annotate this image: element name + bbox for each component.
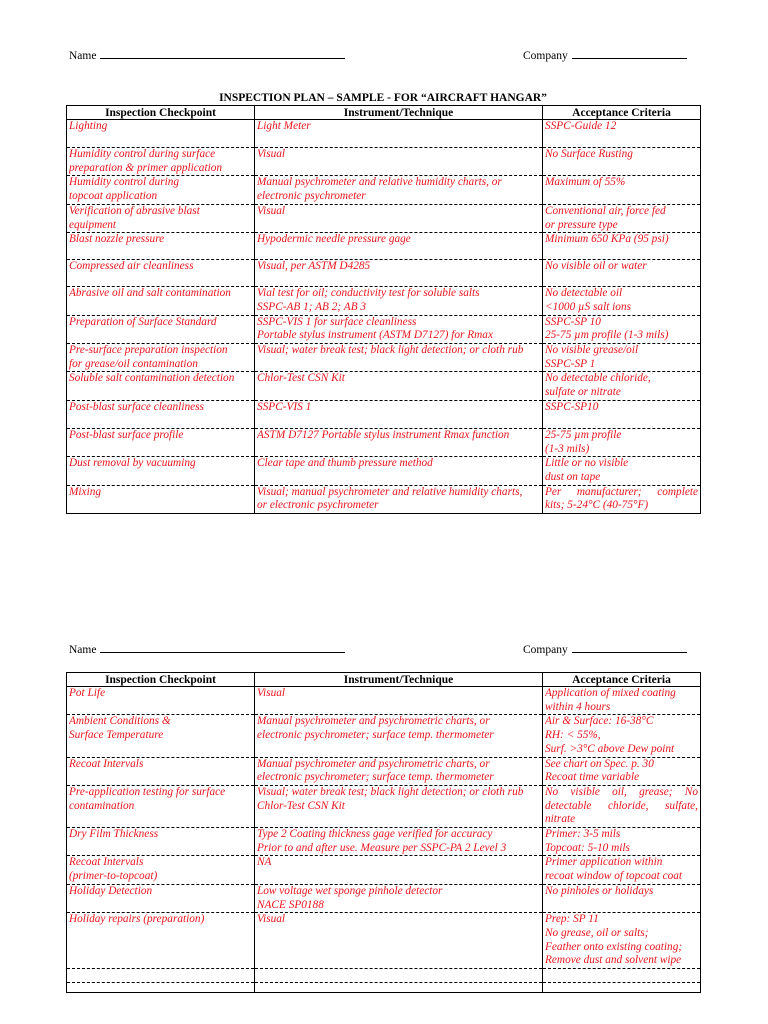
cell-text-line: Visual; manual psychrometer and relative humidity charts, — [257, 485, 523, 498]
cell-text-line: Manual psychrometer and psychrometric charts, or — [257, 715, 490, 728]
cell-criteria — [543, 372, 701, 400]
cell-checkpoint — [67, 457, 255, 485]
table-row — [67, 913, 701, 969]
cell-text-line: recoat window of topcoat coat — [545, 870, 683, 883]
table-row — [67, 400, 701, 428]
cell-text-line: Blast nozzle pressure — [69, 233, 165, 246]
cell-text-line: preparation & primer application — [69, 161, 223, 174]
cell-instrument — [255, 204, 543, 232]
cell-text-line: No visible oil, grease; No — [545, 785, 698, 798]
cell-checkpoint — [67, 715, 255, 757]
cell-text-line: Pre-surface preparation inspection — [69, 344, 228, 357]
cell-text-line: Dry Film Thickness — [69, 828, 159, 841]
company-label: Company — [523, 50, 568, 62]
cell-text-line: Vial test for oil; conductivity test for soluble salts — [257, 287, 480, 300]
cell-checkpoint — [67, 120, 255, 148]
table-row — [67, 715, 701, 757]
cell-text-line: Hypodermic needle pressure gage — [257, 233, 411, 246]
cell-text-line: See chart on Spec. p. 30 — [545, 757, 654, 770]
cell-text-line: NA — [257, 856, 272, 869]
cell-criteria — [543, 204, 701, 232]
cell-criteria — [543, 176, 701, 204]
cell-instrument — [255, 120, 543, 148]
cell-checkpoint — [67, 372, 255, 400]
cell-text-line: Visual; water break test; black light detection; or cloth rub — [257, 344, 524, 357]
cell-criteria — [543, 785, 701, 827]
cell-text-line: Humidity control during — [69, 176, 180, 189]
cell-text-line: Portable stylus instrument (ASTM D7127) for Rmax — [257, 329, 493, 342]
name-line — [69, 48, 345, 63]
cell-instrument — [255, 983, 543, 993]
cell-text-line: (primer-to-topcoat) — [69, 870, 158, 883]
cell-text-line: Visual — [257, 913, 286, 926]
document-title: INSPECTION PLAN – SAMPLE - FOR “AIRCRAFT HANGAR” — [219, 92, 547, 104]
cell-text-line: Surf. >3°C above Dew point — [545, 742, 675, 755]
cell-text-line: Dust removal by vacuuming — [69, 457, 196, 470]
cell-text-line: Pot Life — [69, 687, 106, 699]
cell-text-line: Surface Temperature — [69, 729, 164, 742]
table-row — [67, 260, 701, 287]
table-row — [67, 176, 701, 204]
cell-text-line: electronic psychrometer — [257, 190, 366, 203]
name-field-2[interactable] — [100, 642, 345, 653]
cell-text-line: Visual, per ASTM D4285 — [257, 260, 371, 273]
cell-text-line: Chlor-Test CSN Kit — [257, 372, 345, 385]
cell-text-line: Low voltage wet sponge pinhole detector — [257, 884, 443, 897]
company-field[interactable] — [572, 48, 687, 59]
cell-criteria — [543, 687, 701, 715]
cell-text-line: Clear tape and thumb pressure method — [257, 457, 433, 470]
cell-text-line: SSPC-SP10 — [545, 400, 599, 413]
cell-text-line: NACE SP0188 — [257, 898, 324, 911]
cell-instrument — [255, 485, 543, 513]
cell-text-line: nitrate — [545, 813, 576, 826]
cell-criteria — [543, 715, 701, 757]
cell-instrument — [255, 400, 543, 428]
cell-instrument — [255, 344, 543, 372]
cell-checkpoint — [67, 884, 255, 912]
cell-text-line: 25-75 µm profile — [545, 428, 622, 441]
cell-text-line: No visible oil or water — [545, 260, 647, 273]
cell-text-line: Maximum of 55% — [545, 176, 626, 189]
cell-text-line: Compressed air cleanliness — [69, 260, 194, 273]
table-row — [67, 428, 701, 456]
cell-checkpoint — [67, 785, 255, 827]
cell-criteria — [543, 344, 701, 372]
cell-text-line: Preparation of Surface Standard — [69, 315, 217, 328]
header-inspection-checkpoint: Inspection Checkpoint — [67, 106, 255, 120]
company-line-2 — [523, 642, 687, 657]
cell-text-line: within 4 hours — [545, 700, 611, 713]
company-field-2[interactable] — [572, 642, 687, 653]
cell-text-line: Topcoat: 5-10 mils — [545, 841, 630, 854]
cell-text-line: contamination — [69, 799, 135, 812]
name-field[interactable] — [100, 48, 345, 59]
cell-text-line: 25-75 µm profile (1-3 mils) — [545, 329, 669, 342]
cell-text-line: Ambient Conditions & — [69, 715, 171, 728]
cell-text-line: No visible grease/oil — [545, 344, 639, 357]
inspection-plan-table-2 — [66, 672, 701, 993]
table-row — [67, 969, 701, 983]
cell-criteria — [543, 120, 701, 148]
cell-checkpoint — [67, 687, 255, 715]
cell-checkpoint — [67, 828, 255, 856]
cell-checkpoint — [67, 148, 255, 176]
cell-checkpoint — [67, 983, 255, 993]
cell-text-line: Lighting — [69, 120, 108, 132]
cell-criteria — [543, 233, 701, 260]
cell-instrument — [255, 913, 543, 969]
table-row — [67, 485, 701, 513]
table-row — [67, 983, 701, 993]
name-line-2 — [69, 642, 345, 657]
header-instrument-technique: Instrument/Technique — [255, 106, 543, 120]
cell-text-line: Visual — [257, 148, 286, 160]
cell-text-line: Soluble salt contamination detection — [69, 372, 235, 385]
cell-text-line: Primer application within — [545, 856, 663, 869]
cell-checkpoint — [67, 287, 255, 315]
cell-text-line: sulfate or nitrate — [545, 386, 621, 399]
cell-text-line: No pinholes or holidays — [545, 884, 654, 897]
cell-instrument — [255, 785, 543, 827]
cell-checkpoint — [67, 344, 255, 372]
table-row — [67, 757, 701, 785]
cell-text-line: Post-blast surface profile — [69, 428, 184, 441]
cell-checkpoint — [67, 233, 255, 260]
table-row — [67, 233, 701, 260]
cell-checkpoint — [67, 856, 255, 884]
cell-text-line: Recoat time variable — [545, 771, 640, 784]
cell-text-line: Holiday Detection — [69, 884, 153, 897]
cell-text-line: electronic psychrometer; surface temp. thermometer — [257, 729, 494, 742]
cell-instrument — [255, 856, 543, 884]
cell-criteria — [543, 428, 701, 456]
cell-text-line: SSPC-Guide 12 — [545, 120, 617, 132]
table-row — [67, 315, 701, 343]
cell-text-line: No Surface Rusting — [545, 148, 633, 160]
cell-text-line: Verification of abrasive blast — [69, 204, 200, 217]
cell-criteria — [543, 287, 701, 315]
cell-text-line: electronic psychrometer; surface temp. thermometer — [257, 771, 494, 784]
cell-text-line: Holiday repairs (preparation) — [69, 913, 205, 926]
cell-text-line: Pre-application testing for surface — [69, 785, 226, 798]
cell-checkpoint — [67, 969, 255, 983]
cell-criteria — [543, 828, 701, 856]
cell-text-line: Chlor-Test CSN Kit — [257, 799, 345, 812]
cell-text-line: dust on tape — [545, 470, 601, 483]
cell-instrument — [255, 260, 543, 287]
cell-instrument — [255, 884, 543, 912]
header-acceptance-criteria: Acceptance Criteria — [543, 106, 701, 120]
cell-checkpoint — [67, 315, 255, 343]
cell-text-line: Manual psychrometer and relative humidity charts, or — [257, 176, 502, 189]
cell-text-line: Visual; water break test; black light detection; or cloth rub — [257, 785, 524, 798]
table-row — [67, 120, 701, 148]
cell-text-line: Recoat Intervals — [69, 856, 144, 869]
cell-checkpoint — [67, 400, 255, 428]
cell-criteria — [543, 315, 701, 343]
table-row — [67, 148, 701, 176]
cell-text-line: RH: < 55%, — [545, 729, 601, 742]
cell-instrument — [255, 687, 543, 715]
cell-instrument — [255, 969, 543, 983]
cell-checkpoint — [67, 260, 255, 287]
cell-text-line: Humidity control during surface — [69, 148, 216, 160]
cell-text-line: Minimum 650 KPa (95 psi) — [545, 233, 669, 246]
cell-text-line: for grease/oil contamination — [69, 357, 198, 370]
cell-text-line: Mixing — [69, 485, 101, 498]
cell-text-line: Application of mixed coating — [545, 687, 676, 699]
cell-text-line: Feather onto existing coating; — [545, 940, 683, 953]
cell-instrument — [255, 457, 543, 485]
cell-instrument — [255, 233, 543, 260]
cell-criteria — [543, 260, 701, 287]
table-header-row-2 — [67, 673, 701, 687]
cell-text-line: Prior to and after use. Measure per SSPC-PA 2 Level 3 — [257, 841, 507, 854]
header-acceptance-criteria-2: Acceptance Criteria — [543, 673, 701, 687]
cell-text-line: SSPC-VIS 1 — [257, 400, 312, 413]
cell-text-line: ASTM D7127 Portable stylus instrument Rmax function — [257, 428, 510, 441]
cell-text-line: Little or no visible — [545, 457, 629, 470]
table-row — [67, 687, 701, 715]
cell-instrument — [255, 176, 543, 204]
cell-criteria — [543, 148, 701, 176]
cell-text-line: Post-blast surface cleanliness — [69, 400, 204, 413]
table-row — [67, 828, 701, 856]
cell-criteria — [543, 969, 701, 983]
name-label: Name — [69, 50, 97, 62]
cell-text-line: Light Meter — [257, 120, 311, 132]
cell-checkpoint — [67, 485, 255, 513]
cell-text-line: Manual psychrometer and psychrometric charts, or — [257, 757, 490, 770]
cell-text-line: SSPC-SP 10 — [545, 315, 601, 328]
cell-text-line: (1-3 mils) — [545, 442, 590, 455]
table-row — [67, 287, 701, 315]
table-row — [67, 884, 701, 912]
cell-criteria — [543, 884, 701, 912]
cell-criteria — [543, 400, 701, 428]
cell-instrument — [255, 148, 543, 176]
table-header-row — [67, 106, 701, 120]
company-line — [523, 48, 687, 63]
cell-instrument — [255, 372, 543, 400]
cell-text-line: Visual — [257, 687, 286, 699]
cell-text-line: or electronic psychrometer — [257, 499, 379, 512]
cell-instrument — [255, 287, 543, 315]
cell-text-line: Conventional air, force fed — [545, 204, 666, 217]
cell-checkpoint — [67, 913, 255, 969]
header-instrument-technique-2: Instrument/Technique — [255, 673, 543, 687]
cell-checkpoint — [67, 204, 255, 232]
cell-text-line: Per manufacturer; complete — [545, 485, 698, 498]
cell-criteria — [543, 485, 701, 513]
cell-text-line: or pressure type — [545, 218, 618, 231]
cell-instrument — [255, 715, 543, 757]
cell-text-line: No detectable chloride, — [545, 372, 651, 385]
cell-checkpoint — [67, 176, 255, 204]
table-row — [67, 457, 701, 485]
cell-text-line: Air & Surface: 16-38°C — [545, 715, 654, 728]
cell-instrument — [255, 315, 543, 343]
cell-text-line: Abrasive oil and salt contamination — [69, 287, 231, 300]
cell-instrument — [255, 428, 543, 456]
header-inspection-checkpoint-2: Inspection Checkpoint — [67, 673, 255, 687]
company-label-2: Company — [523, 644, 568, 656]
cell-text-line: detectable chloride, sulfate, — [545, 799, 698, 812]
cell-text-line: No detectable oil — [545, 287, 623, 300]
table-row — [67, 204, 701, 232]
cell-text-line: Prep: SP 11 — [545, 913, 599, 926]
cell-text-line: SSPC-AB 1; AB 2; AB 3 — [257, 300, 367, 313]
cell-checkpoint — [67, 428, 255, 456]
cell-checkpoint — [67, 757, 255, 785]
cell-text-line: SSPC-SP 1 — [545, 357, 596, 370]
cell-text-line: Visual — [257, 204, 286, 217]
cell-criteria — [543, 457, 701, 485]
table-row — [67, 344, 701, 372]
inspection-plan-table-1 — [66, 105, 701, 514]
cell-text-line: <1000 µS salt ions — [545, 300, 632, 313]
cell-instrument — [255, 828, 543, 856]
cell-text-line: SSPC-VIS 1 for surface cleanliness — [257, 315, 417, 328]
table-row — [67, 856, 701, 884]
cell-text-line: kits; 5-24°C (40-75°F) — [545, 499, 649, 512]
cell-text-line: Remove dust and solvent wipe — [545, 954, 682, 967]
cell-text-line: equipment — [69, 218, 117, 231]
table-row — [67, 372, 701, 400]
cell-text-line: Type 2 Coating thickness gage verified for accuracy — [257, 828, 493, 841]
cell-text-line: Recoat Intervals — [69, 757, 144, 770]
cell-criteria — [543, 913, 701, 969]
table-row — [67, 785, 701, 827]
cell-text-line: topcoat application — [69, 190, 158, 203]
cell-criteria — [543, 856, 701, 884]
cell-text-line: Primer: 3-5 mils — [545, 828, 621, 841]
name-label-2: Name — [69, 644, 97, 656]
cell-criteria — [543, 983, 701, 993]
cell-instrument — [255, 757, 543, 785]
cell-text-line: No grease, oil or salts; — [545, 926, 649, 939]
cell-criteria — [543, 757, 701, 785]
